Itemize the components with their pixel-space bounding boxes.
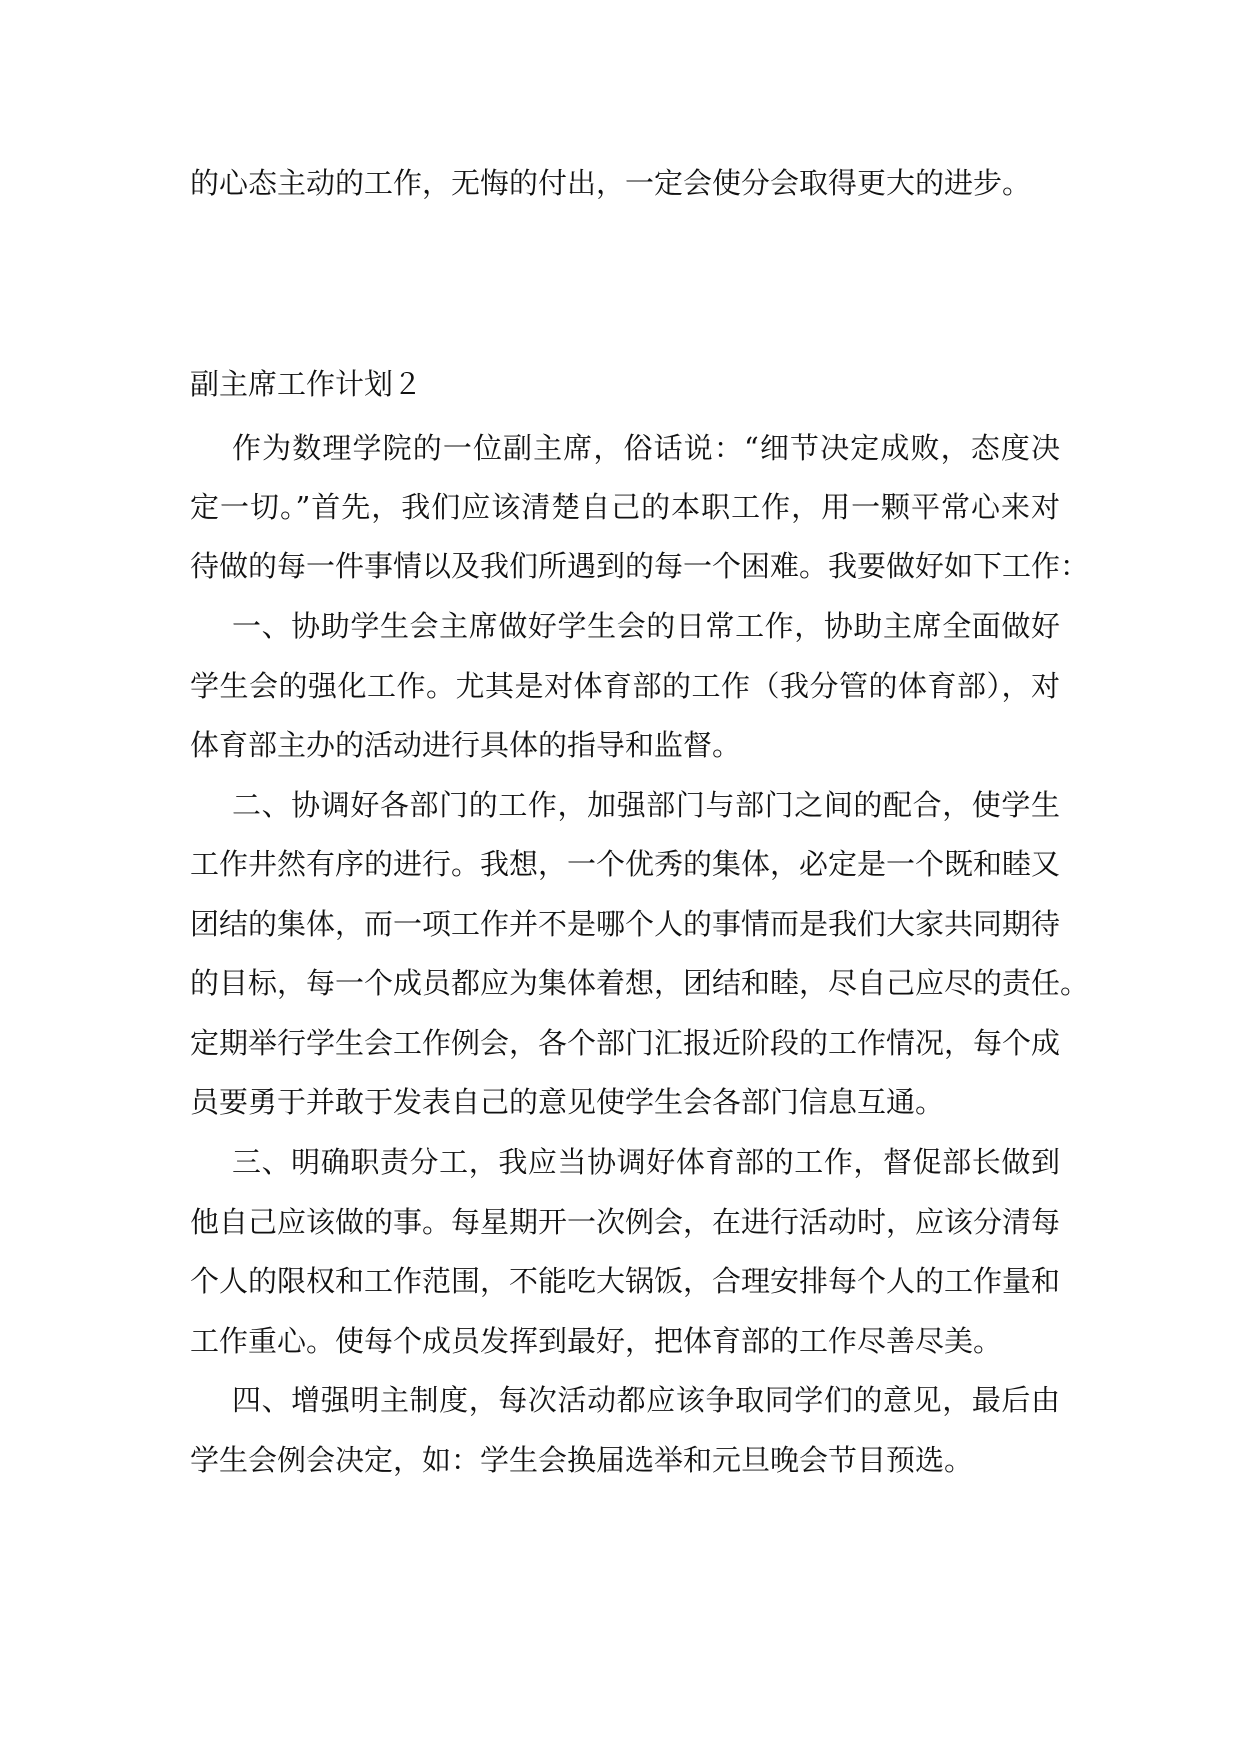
item-2-line-3: 团结的集体，而一项工作并不是哪个人的事情而是我们大家共同期待 [190,907,1061,941]
item-2-line-6: 员要勇于并敢于发表自己的意见使学生会各部门信息互通。 [190,1085,945,1119]
item-1-line-1: 一、协助学生会主席做好学生会的日常工作，协助主席全面做好 [232,609,1060,643]
section-title: 副主席工作计划２ [190,367,423,401]
item-3-line-3: 个人的限权和工作范围，不能吃大锅饭，合理安排每个人的工作量和 [190,1264,1061,1298]
item-4-line-2: 学生会例会决定，如：学生会换届选举和元旦晚会节目预选。 [190,1443,974,1477]
item-2-line-1: 二、协调好各部门的工作，加强部门与部门之间的配合，使学生 [232,788,1060,822]
item-2-line-4: 的目标，每一个成员都应为集体着想，团结和睦，尽自己应尽的责任。 [190,966,1090,1000]
item-2-line-5: 定期举行学生会工作例会，各个部门汇报近阶段的工作情况，每个成 [190,1026,1061,1060]
intro-paragraph-line-1: 作为数理学院的一位副主席，俗话说：“细节决定成败，态度决 [232,431,1060,465]
carryover-paragraph-line: 的心态主动的工作，无悔的付出，一定会使分会取得更大的进步。 [190,166,1032,200]
item-1-line-3: 体育部主办的活动进行具体的指导和监督。 [190,728,742,762]
item-1-line-2: 学生会的强化工作。尤其是对体育部的工作（我分管的体育部），对 [190,669,1060,703]
item-3-line-4: 工作重心。使每个成员发挥到最好，把体育部的工作尽善尽美。 [190,1324,1003,1358]
intro-paragraph-line-3: 待做的每一件事情以及我们所遇到的每一个困难。我要做好如下工作： [190,549,1090,583]
intro-paragraph-line-2: 定一切。”首先，我们应该清楚自己的本职工作，用一颗平常心来对 [190,490,1060,524]
item-3-line-2: 他自己应该做的事。每星期开一次例会，在进行活动时，应该分清每 [190,1205,1061,1239]
item-4-line-1: 四、增强明主制度，每次活动都应该争取同学们的意见，最后由 [232,1383,1060,1417]
item-2-line-2: 工作井然有序的进行。我想，一个优秀的集体，必定是一个既和睦又 [190,847,1061,881]
item-3-line-1: 三、明确职责分工，我应当协调好体育部的工作，督促部长做到 [232,1145,1060,1179]
